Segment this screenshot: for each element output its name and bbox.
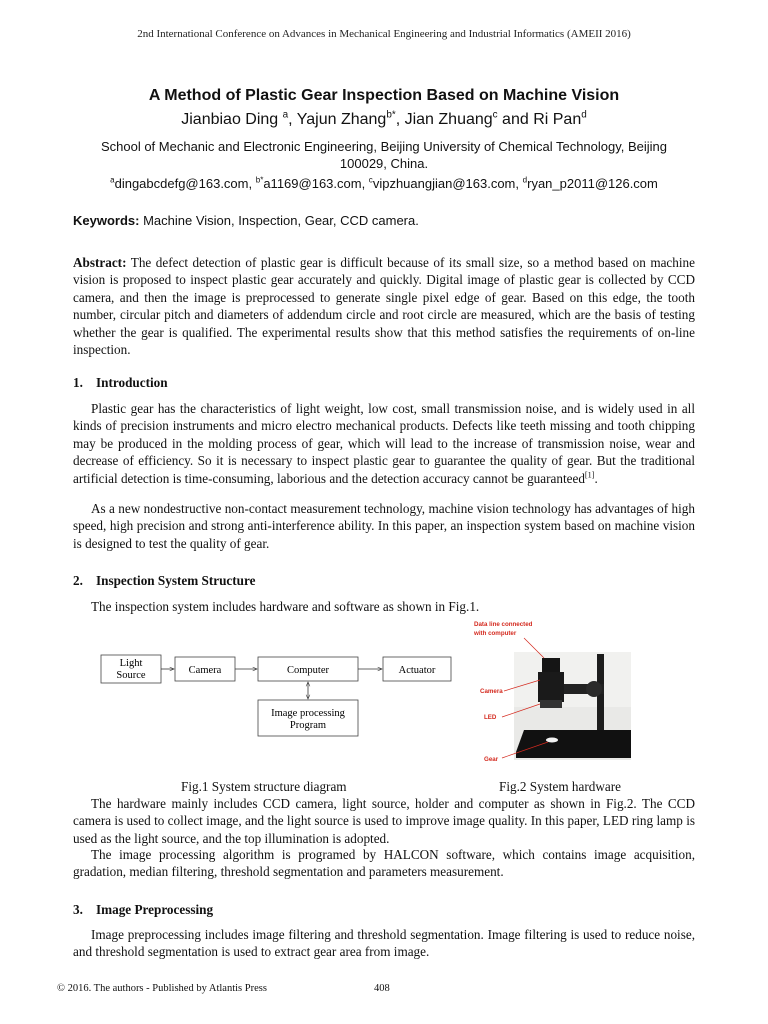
copyright-footer: © 2016. The authors - Published by Atlantis Press xyxy=(57,983,267,994)
section-heading-structure xyxy=(73,573,255,589)
author-separator: , xyxy=(288,111,297,128)
section-heading-preprocessing xyxy=(73,902,213,918)
email: a1169@163.com, xyxy=(263,176,369,191)
section-number: 2. xyxy=(73,573,83,588)
camera-lens xyxy=(538,672,564,702)
author-superscript: d xyxy=(581,109,587,121)
actuator-box xyxy=(383,657,451,681)
citation: [1] xyxy=(584,470,595,480)
computer-label: Computer xyxy=(287,665,329,676)
camera-photo-label: Camera xyxy=(480,688,503,695)
affiliation xyxy=(68,138,700,172)
structure-paragraph-1: The inspection system includes hardware and software as shown in Fig.1. xyxy=(91,599,480,614)
author-name: Jianbiao Ding xyxy=(181,111,279,128)
email-superscript: b* xyxy=(255,175,264,185)
affiliation-line: 100029, China. xyxy=(339,156,429,171)
gear-photo-label: Gear xyxy=(484,756,499,763)
camera-body xyxy=(542,658,560,674)
actuator-label: Actuator xyxy=(398,665,436,676)
led-ring xyxy=(540,700,562,708)
light-source-label-line1: Light xyxy=(119,658,143,669)
author-and: and xyxy=(497,111,534,128)
author-name: Ri Pan xyxy=(533,111,582,128)
email-superscript: a xyxy=(110,175,115,185)
affiliation-line: School of Mechanic and Electronic Engineering, Beijing University of Chemical Technology, Beijing xyxy=(100,139,668,154)
author-superscript: c xyxy=(492,109,498,121)
led-photo-label: LED xyxy=(484,714,497,721)
abstract xyxy=(73,254,695,358)
paragraph-text: Plastic gear has the characteristics of light weight, low cost, small transmission noise, and is widely used in all kinds of precision instruments and micro electro mechanical products. Defects like teeth missing and tooth chipping may be produced in the molding process of gear, which will lead to the increase of transmission noise, wear and decrease of efficiency. So it is necessary to inspect plastic gear to guarantee the quality of gear. But the traditional artificial detection is time-consuming, laborious and the detection accuracy cannot be guaranteed xyxy=(73,401,695,486)
keywords-text: Machine Vision, Inspection, Gear, CCD camera. xyxy=(139,213,419,228)
author-name: Jian Zhuang xyxy=(404,111,493,128)
email-superscript: d xyxy=(522,175,528,185)
section-number: 1. xyxy=(73,375,83,390)
author-list xyxy=(0,111,768,129)
abstract-text: The defect detection of plastic gear is difficult because of its small size, so a method based on machine vision is proposed to inspect plastic gear accurately and quickly. Digital image of plastic gear is collected by CCD camera, and then the image is preprocessed to generate single pixel edge of gear. Based on this edge, the tooth number, circular pitch and diameters of addendum circle and root circle are measured, which are the basis of testing whether the gear is qualified. The experimental results show that this method satisfies the requirements of on-line inspection. xyxy=(73,255,695,358)
abstract-label: Abstract: xyxy=(73,255,127,270)
light-source-label-line2: Source xyxy=(116,670,146,681)
base-plate xyxy=(516,730,631,758)
email-superscript: c xyxy=(368,175,373,185)
data-line-label-line2: with computer xyxy=(474,630,517,637)
computer-box xyxy=(258,657,358,681)
author-superscript: a xyxy=(282,109,289,121)
preprocessing-paragraph-1: Image preprocessing includes image filtering and threshold segmentation. Image filtering is used to reduce noise, and threshold segmentation is used to extract gear area from image. xyxy=(73,927,695,960)
section-title: Inspection System Structure xyxy=(96,573,256,588)
paper-title: A Method of Plastic Gear Inspection Based on Machine Vision xyxy=(148,87,620,104)
section-number: 3. xyxy=(73,902,83,917)
email: ryan_p2011@126.com xyxy=(527,176,658,191)
section-title: Introduction xyxy=(96,375,168,390)
fig1-caption: Fig.1 System structure diagram xyxy=(181,779,347,794)
system-structure-diagram xyxy=(100,643,460,743)
system-hardware-photo xyxy=(454,618,634,764)
conference-header: 2nd International Conference on Advances in Mechanical Engineering and Industrial Informatics (AMEII 2016) xyxy=(137,28,631,40)
author-superscript: b* xyxy=(386,109,396,121)
intro-paragraph-1 xyxy=(73,400,695,487)
structure-paragraph-3: The image processing algorithm is programed by HALCON software, which contains image acquisition, gradation, median filtering, threshold segmentation and parameters measurement. xyxy=(73,847,695,880)
structure-paragraph-2: The hardware mainly includes CCD camera, light source, holder and computer as shown in Fig.2. The CCD camera is used to collect image, and the light source is used to improve image quality. In this paper, LED ring lamp is used as the light source, and the top illumination is adopted. xyxy=(73,796,695,846)
camera-box xyxy=(175,657,235,681)
image-processing-box xyxy=(258,700,358,736)
section-title: Image Preprocessing xyxy=(96,902,214,917)
paragraph-text: . xyxy=(594,470,598,486)
image-processing-label-line1: Image processing xyxy=(271,708,345,719)
author-emails xyxy=(0,176,768,191)
keywords-label: Keywords: xyxy=(73,213,140,228)
section-heading-introduction xyxy=(73,375,168,391)
data-line-label-line1: Data line connected xyxy=(474,621,533,628)
camera-label: Camera xyxy=(188,665,222,676)
image-processing-label-line2: Program xyxy=(289,720,327,731)
light-source-box xyxy=(101,655,161,683)
email: dingabcdefg@163.com, xyxy=(114,176,256,191)
author-separator: , xyxy=(395,111,405,128)
email: vipzhuangjian@163.com, xyxy=(372,176,523,191)
fig2-caption: Fig.2 System hardware xyxy=(499,779,621,794)
intro-paragraph-2: As a new nondestructive non-contact measurement technology, machine vision technology has advantages of high speed, high precision and strong anti-interference ability. In this paper, an inspection system based on machine vision is designed to test the quality of gear. xyxy=(73,501,695,551)
author-name: Yajun Zhang xyxy=(296,111,387,128)
page-number: 408 xyxy=(374,983,390,994)
keywords xyxy=(73,213,419,228)
